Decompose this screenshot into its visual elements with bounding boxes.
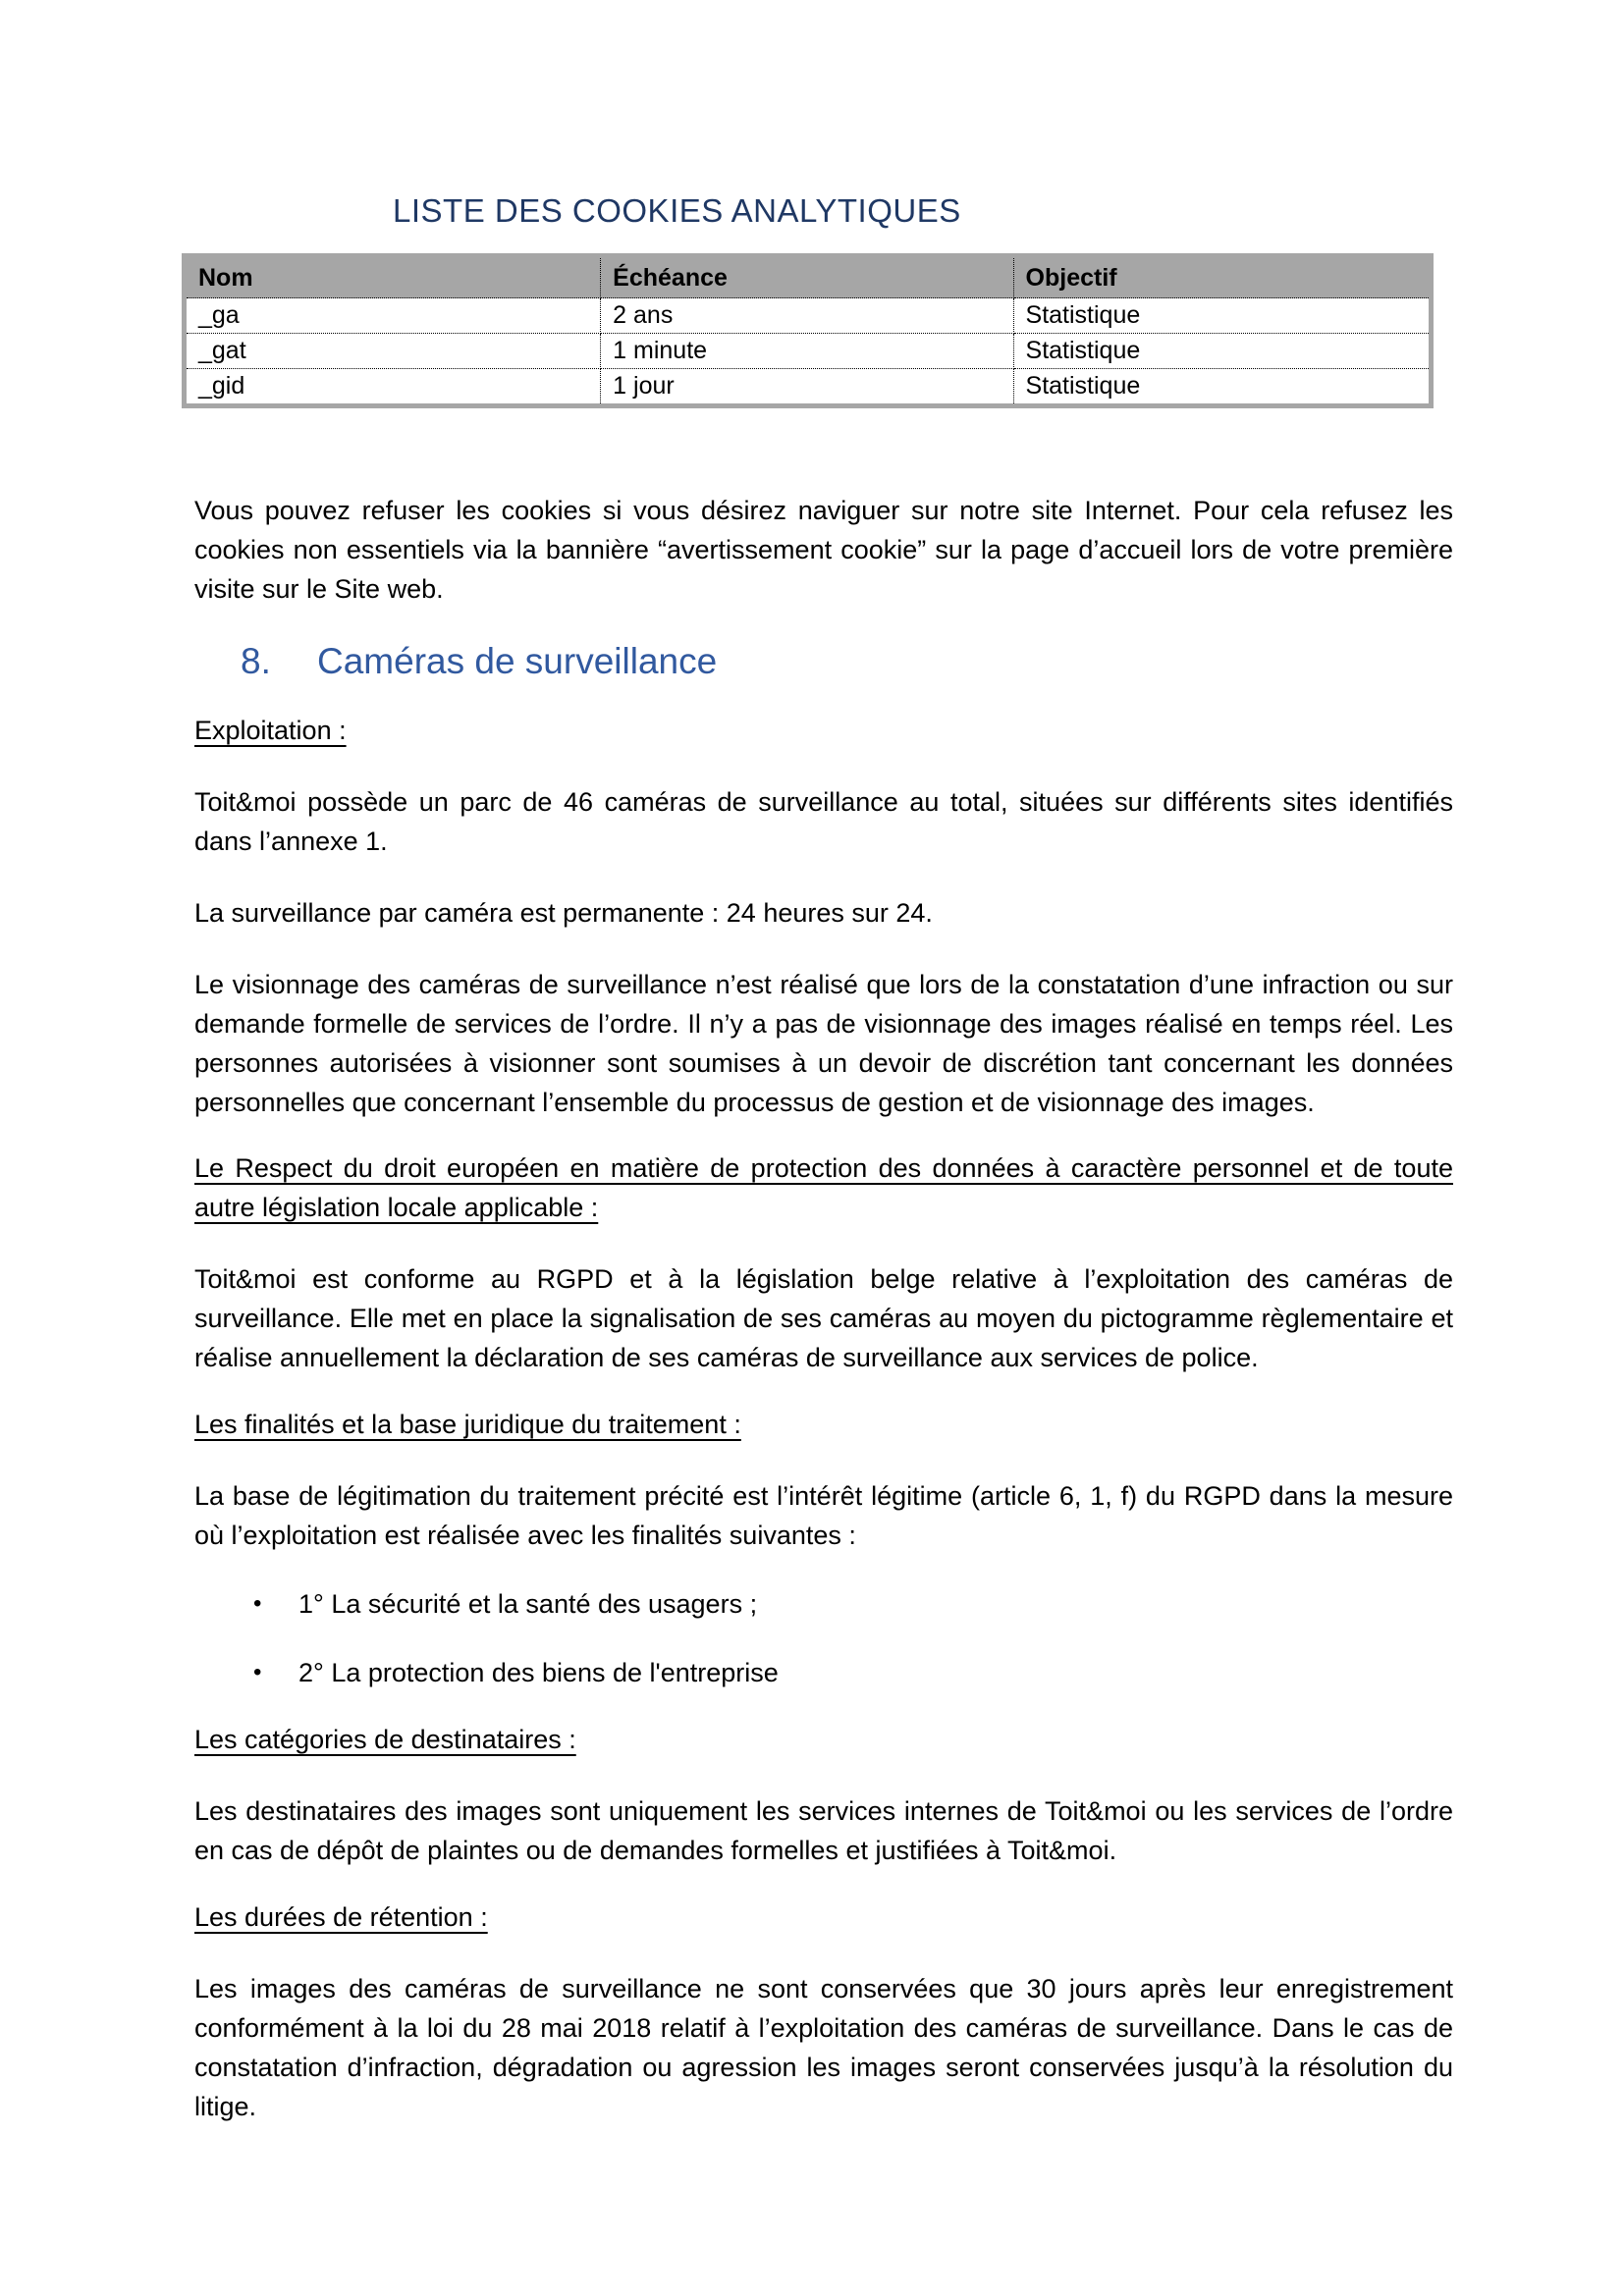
list-item-protection-biens <box>253 1653 1453 1692</box>
column-header-nom: Nom <box>185 256 601 298</box>
cookies-table-wrapper <box>182 253 1434 408</box>
cookies-table <box>182 253 1434 408</box>
bullet-icon: • <box>253 1659 262 1685</box>
paragraph-destinataires: Les destinataires des images sont uniquement les services internes de Toit&moi ou les services de l’ordre en cas de dépôt de plaintes ou de demandes formelles et justifiées à Toit&moi. <box>194 1796 1453 1865</box>
cell-cookie-duration: 2 ans <box>601 298 1013 334</box>
paragraph-visionnage: Le visionnage des caméras de surveillance n’est réalisé que lors de la constatation d’une infraction ou sur demande formelle de services de l’ordre. Il n’y a pas de visionnage des images réalisé en temps réel. Les personnes autorisées à visionner sont soumises à un devoir de discrétion tant concernant les données personnelles que concernant l’ensemble du processus de gestion et de visionnage des images. <box>194 970 1453 1117</box>
list-item-text: 1° La sécurité et la santé des usagers ; <box>298 1589 758 1619</box>
subheading-finalites: Les finalités et la base juridique du traitement : <box>194 1410 741 1439</box>
table-row <box>185 298 1432 334</box>
cell-cookie-purpose: Statistique <box>1025 372 1141 400</box>
cell-cookie-name: _ga <box>185 298 601 334</box>
cell-cookie-name: _gid <box>185 369 601 406</box>
paragraph-base-legitimation: La base de légitimation du traitement précité est l’intérêt légitime (article 6, 1, f) du RGPD dans la mesure où l’exploitation est réalisée avec les finalités suivantes : <box>194 1481 1453 1550</box>
subheading-durees-retention: Les durées de rétention : <box>194 1902 488 1932</box>
subheading-categories-destinataires: Les catégories de destinataires : <box>194 1725 576 1754</box>
document-content <box>194 0 1453 2126</box>
list-item-securite <box>253 1584 1453 1624</box>
paragraph-conservation-images: Les images des caméras de surveillance ne sont conservées que 30 jours après leur enregistrement conformément à la loi du 28 mai 2018 relatif à l’exploitation des caméras de surveillance. Dans le cas de constatation d’infraction, dégradation ou agression les images seront conservées jusqu’à la résolution du litige. <box>194 1974 1453 2121</box>
column-header-echeance: Échéance <box>601 256 1013 298</box>
paragraph-surveillance-permanente: La surveillance par caméra est permanente : 24 heures sur 24. <box>194 898 933 928</box>
cell-cookie-duration: 1 jour <box>601 369 1013 406</box>
column-header-objectif: Objectif <box>1013 256 1431 298</box>
section-number: 8. <box>241 641 271 681</box>
paragraph-refuse-cookies: Vous pouvez refuser les cookies si vous désirez naviguer sur notre site Internet. Pour cela refusez les cookies non essentiels via la bannière “avertissement cookie” sur la page d’accueil lors de votre première visite sur le Site web. <box>194 496 1453 604</box>
paragraph-parc-cameras: Toit&moi possède un parc de 46 caméras de surveillance au total, situées sur différents sites identifiés dans l’annexe 1. <box>194 787 1453 856</box>
bullet-icon: • <box>253 1590 262 1617</box>
section-title-text: Caméras de surveillance <box>317 641 718 681</box>
subheading-respect-droit: Le Respect du droit européen en matière de protection des données à caractère personnel et de toute autre législation locale applicable : <box>194 1153 1453 1222</box>
cell-cookie-purpose: Statistique <box>1013 334 1431 369</box>
table-header-row <box>185 256 1432 298</box>
paragraph-conformite-rgpd: Toit&moi est conforme au RGPD et à la législation belge relative à l’exploitation des caméras de surveillance. Elle met en place la signalisation de ses caméras au moyen du pictogramme règlementaire et réalise annuellement la déclaration de ses caméras de surveillance aux services de police. <box>194 1264 1453 1372</box>
table-row <box>185 334 1432 369</box>
cell-cookie-purpose: Statistique <box>1013 298 1431 334</box>
cell-cookie-duration: 1 minute <box>601 334 1013 369</box>
section-heading-cameras <box>241 638 1453 685</box>
cell-cookie-name: _gat <box>185 334 601 369</box>
subheading-exploitation: Exploitation : <box>194 716 347 745</box>
table-row <box>185 369 1432 406</box>
document-title: LISTE DES COOKIES ANALYTIQUES <box>393 192 961 229</box>
list-item-text: 2° La protection des biens de l'entreprise <box>298 1658 779 1687</box>
